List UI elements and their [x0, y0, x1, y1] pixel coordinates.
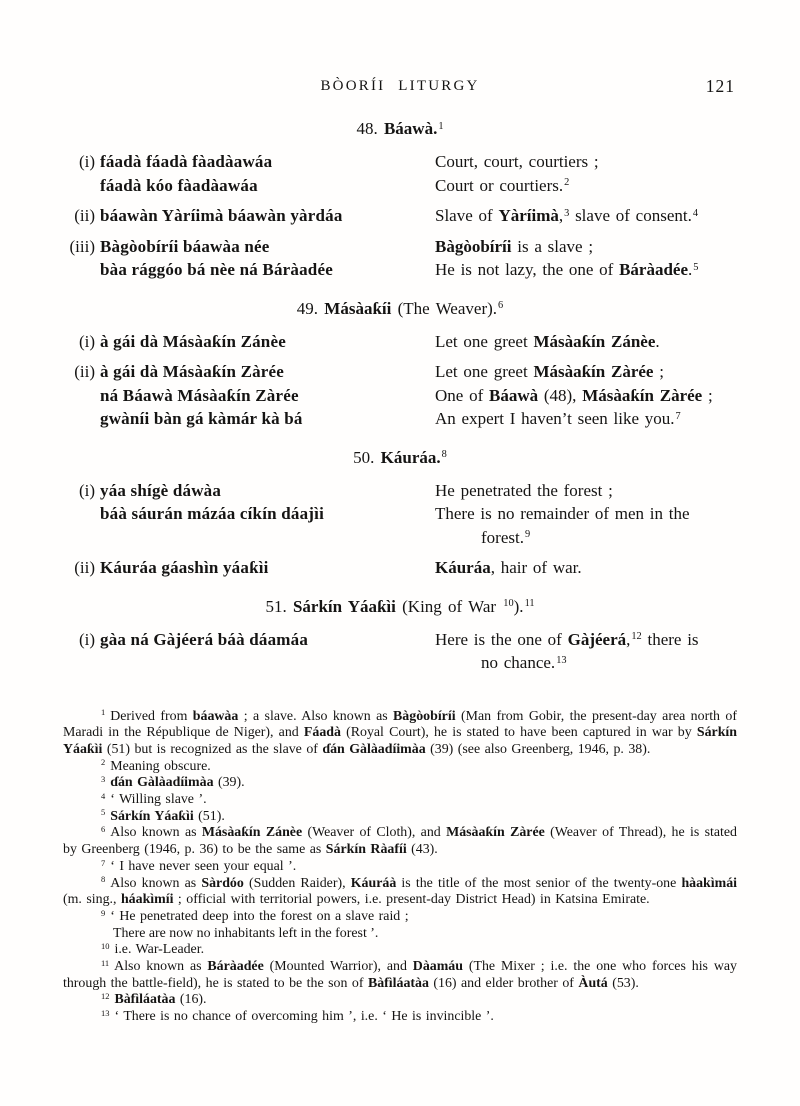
text-run: (Royal Court), he is stated to have been captured in war by [340, 725, 697, 741]
verse-item [63, 360, 737, 431]
text-run: ). [513, 596, 524, 616]
liturgy-section-49 [63, 297, 737, 431]
hausa-term: Káuráà [350, 875, 397, 891]
text-run: ; official with territorial powers, i.e. present-day District Head) in Katsina Emirate. [173, 892, 650, 908]
footnote-number: 5 [101, 807, 106, 818]
hausa-term: Másàaƙín Zàrée [582, 385, 703, 405]
hausa-term: yáa shígè dáwàa [100, 480, 222, 500]
hausa-term: ná Báawà Másàaƙín Zàrée [100, 385, 299, 405]
footnote-ref: 13 [556, 654, 567, 666]
footnote-number: 6 [101, 824, 106, 835]
text-run: (m. sing., [63, 892, 121, 908]
hausa-term: Sárkín Ràafíi [325, 842, 407, 858]
liturgy-section-48 [63, 117, 737, 282]
translation-line [435, 150, 737, 174]
text-run: (51). [193, 808, 225, 824]
verse-line-pair [63, 204, 737, 228]
hausa-line [100, 330, 435, 354]
verse-item [63, 330, 737, 354]
text-run: (Mounted Warrior), and [263, 959, 413, 975]
footnote-text [63, 825, 737, 858]
text-run: There are now no inhabitants left in the forest ’. [113, 925, 379, 941]
text-run: He penetrated the forest ; [435, 480, 613, 500]
footnote-ref: 2 [564, 177, 570, 189]
section-heading [63, 595, 737, 619]
text-run: 51. [265, 596, 293, 616]
text-run: Derived from [110, 708, 193, 724]
text-run: (43). [406, 842, 438, 858]
verse-line-pair [63, 258, 737, 282]
verse-item [63, 479, 737, 550]
hausa-term: háakìmíi [120, 892, 174, 908]
footnote-number: 1 [101, 707, 106, 718]
footnote-ref: 3 [564, 207, 570, 219]
text-run: (16). [175, 992, 207, 1008]
footnote [63, 759, 737, 776]
footnote-number: 4 [101, 790, 106, 801]
section-heading [63, 297, 737, 321]
verse-line-pair [63, 407, 737, 431]
footnote-continuation [63, 926, 737, 943]
text-run: no chance. [481, 653, 556, 672]
text-run: ; a slave. Also known as [238, 708, 394, 724]
hausa-term: Báràadée [207, 959, 264, 975]
text-run: ‘ I have never seen your equal ’. [110, 858, 297, 874]
text-run: ; [653, 362, 664, 381]
footnote [63, 1009, 737, 1026]
footnote-text [63, 909, 737, 926]
verse-marker: (iii) [69, 236, 95, 256]
translation-line [435, 204, 737, 228]
running-head-title: BÒORÍI LITURGY [320, 78, 480, 94]
verse-item [63, 235, 737, 282]
verse-marker: (ii) [74, 362, 95, 381]
text-run: is the title of the most senior of the twenty-one [396, 875, 682, 891]
hausa-line [100, 204, 435, 228]
footnote-ref: 5 [693, 261, 699, 273]
footnote-text [63, 775, 737, 792]
footnote-text [63, 1009, 737, 1026]
footnote-text [63, 709, 737, 759]
footnote-number: 11 [101, 957, 110, 968]
text-run: ‘ Willing slave ’. [110, 792, 207, 808]
hausa-term: Bàfìláatàa [114, 992, 176, 1008]
hausa-term: Gàjéerá [567, 629, 627, 649]
hausa-line [100, 407, 435, 431]
text-run: Court or courtiers. [435, 175, 564, 195]
hausa-term: báawàa [192, 708, 239, 724]
footnote-number: 7 [101, 857, 106, 868]
hausa-term: Másàaƙín Zánèe [201, 825, 303, 841]
hausa-term: Dàamáu [412, 959, 463, 975]
text-run: (53). [607, 975, 639, 991]
text-run: ‘ He penetrated deep into the forest on a slave raid ; [110, 908, 409, 924]
hausa-line [100, 384, 435, 408]
text-run: ; [702, 385, 713, 405]
footnote-number: 9 [101, 907, 106, 918]
footnote-ref: 7 [675, 410, 681, 422]
footnote-ref: 9 [524, 529, 531, 541]
hausa-line [100, 556, 435, 580]
text-run: (Weaver of Thread), he is stated by Greenberg (1946, p. 36) to be the same as [63, 825, 737, 858]
liturgy-sections [63, 117, 737, 675]
hausa-term: Bàgòobíríi [435, 236, 512, 256]
translation-line [435, 258, 737, 282]
hausa-line [100, 360, 435, 384]
footnote [63, 792, 737, 809]
hausa-term: Sárkín Yáaƙìi [63, 725, 738, 757]
hausa-term: ɗán Gàlàadíimàa [110, 775, 214, 791]
hausa-term: Báawà. [383, 119, 438, 138]
verse-marker: (ii) [74, 558, 95, 577]
text-run: (16) and elder brother of [428, 975, 579, 991]
footnote-ref: 1 [438, 120, 444, 132]
verse-marker: (i) [78, 331, 95, 351]
text-run: Let one greet [435, 331, 534, 351]
text-run: (The Mixer ; i.e. the one who forces his way through the battle-field), he is stated to be the son of [63, 959, 737, 991]
text-run: (48), [538, 385, 583, 405]
footnote-number: 12 [101, 991, 110, 1002]
text-run: , [626, 629, 631, 649]
hausa-term: gwàníi bàn gá kàmár kà bá [100, 409, 303, 428]
text-run: . [688, 260, 693, 279]
verse-marker: (i) [78, 480, 95, 500]
text-run: Here is the one of [435, 629, 568, 649]
text-run: is a slave ; [511, 236, 594, 256]
hausa-term: Báawà [488, 385, 539, 405]
hausa-line [100, 258, 435, 282]
footnote-number: 2 [101, 757, 106, 768]
hausa-term: Bàgòobíríi báawàa née [100, 236, 270, 256]
text-run: , [558, 206, 564, 225]
text-run: Slave of [435, 206, 499, 225]
verse-line-pair [63, 556, 737, 580]
verse-line-pair [63, 330, 737, 354]
hausa-term: fáadà kóo fàadàawáa [100, 175, 258, 195]
footnote-text [63, 959, 737, 992]
text-run: (Man from Gobir, the present-day area north of Maradi in the République de Niger), and [63, 708, 737, 741]
verse-item [63, 150, 737, 197]
footnote-ref: 12 [631, 631, 642, 643]
text-run: slave of consent. [569, 206, 692, 225]
text-run: Meaning obscure. [110, 758, 211, 774]
text-run: Also known as [114, 959, 208, 975]
footnote-text [63, 759, 737, 776]
hausa-term: gàa ná Gàjéerá báà dáamáa [100, 629, 309, 649]
running-head [63, 78, 737, 102]
text-run: Let one greet [435, 362, 534, 381]
verse-item [63, 628, 737, 675]
hausa-term: bàa rággóo bá nèe ná Báràadée [100, 260, 333, 279]
verse-item [63, 204, 737, 228]
verse-line-pair [63, 384, 737, 408]
hausa-term: Sárkín Yáaƙìi [110, 808, 194, 824]
text-run: , hair of war. [490, 558, 582, 577]
verse-marker: (i) [78, 152, 95, 171]
verse-marker: (i) [78, 629, 95, 649]
text-run: (39). [213, 775, 245, 791]
translation-line [435, 384, 737, 408]
text-run: 48. [356, 119, 384, 138]
footnote-text [63, 809, 737, 826]
footnote-ref: 11 [524, 598, 535, 610]
hausa-term: fáadà fáadà fàadàawáa [100, 152, 273, 171]
verse-line-pair [63, 360, 737, 384]
verse-line-pair [63, 174, 737, 198]
footnote [63, 709, 737, 759]
section-heading [63, 117, 737, 141]
footnote [63, 859, 737, 876]
liturgy-section-50 [63, 446, 737, 580]
verse-line-pair [63, 502, 737, 549]
text-run: . [655, 331, 660, 351]
text-run: One of [435, 385, 489, 405]
translation-line [435, 330, 737, 354]
text-run: He is not lazy, the one of [435, 260, 620, 279]
text-run: Also known as [110, 825, 202, 841]
hausa-term: ɗán Gàlàadíimàa [322, 741, 426, 757]
verse-item [63, 556, 737, 580]
hausa-line [100, 628, 435, 652]
hausa-term: à gái dà Másàaƙín Zàrée [100, 362, 285, 381]
hausa-line [100, 174, 435, 198]
text-run: 50. [353, 447, 381, 467]
hausa-term: Káuráa gáashìn yáaƙìi [100, 558, 269, 577]
footnote-text [63, 792, 737, 809]
footnote [63, 809, 737, 826]
translation-line [435, 174, 737, 198]
hausa-term: báà sáurán mázáa cíkín dáajìi [100, 504, 324, 523]
footnote-ref: 6 [498, 300, 504, 312]
hausa-term: Àutá [578, 975, 608, 991]
footnote-ref: 8 [441, 449, 447, 461]
footnote-number: 8 [101, 874, 106, 885]
footnote [63, 825, 737, 858]
footnotes-section [63, 709, 737, 1026]
translation-line [435, 502, 737, 549]
text-run: (King of War [395, 596, 503, 616]
hausa-line [100, 235, 435, 259]
verse-line-pair [63, 235, 737, 259]
text-run: (Weaver of Cloth), and [302, 825, 447, 841]
verse-line-pair [63, 628, 737, 675]
footnote [63, 942, 737, 959]
hausa-term: Sárkín Yáaƙìi [292, 596, 396, 616]
footnote-text [63, 859, 737, 876]
hausa-term: Másàaƙín Zàrée [446, 825, 545, 841]
footnote-ref: 4 [692, 207, 699, 219]
hausa-term: Másàaƙíi [324, 298, 392, 318]
footnote [63, 992, 737, 1009]
page-number: 121 [705, 76, 735, 96]
hausa-term: hàakìmái [681, 875, 738, 891]
hausa-term: Sàrdóo [201, 875, 244, 891]
hausa-line [100, 150, 435, 174]
verse-line-pair [63, 479, 737, 503]
footnote-text [63, 942, 737, 959]
text-run: (39) (see also Greenberg, 1946, p. 38). [425, 741, 651, 757]
text-run: An expert I haven’t seen like you. [435, 409, 675, 428]
liturgy-section-51 [63, 595, 737, 675]
hausa-term: Káuráa [435, 558, 491, 577]
translation-line [435, 235, 737, 259]
text-run: 49. [296, 298, 325, 318]
hausa-term: Yàríimà [498, 206, 559, 225]
hausa-term: à gái dà Másàaƙín Zánèe [100, 331, 286, 351]
hausa-term: Másàaƙín Zánèe [533, 331, 656, 351]
translation-line [435, 628, 737, 675]
text-run: there is [641, 629, 699, 649]
footnote-number: 13 [101, 1007, 110, 1018]
text-run: ‘ There is no chance of overcoming him ’, i.e. ‘ He is invincible ’. [114, 1009, 494, 1025]
text-run: There is no remainder of men in the [435, 504, 690, 523]
footnote-number: 10 [101, 941, 110, 952]
footnote [63, 876, 737, 909]
hausa-line [100, 479, 435, 503]
text-run: forest. [481, 527, 524, 547]
verse-line-pair [63, 150, 737, 174]
text-run: (Sudden Raider), [243, 875, 351, 891]
text-run: i.e. War-Leader. [114, 942, 205, 958]
hausa-term: báawàn Yàríimà báawàn yàrdáa [100, 206, 343, 225]
translation-line [435, 407, 737, 431]
hausa-line [100, 502, 435, 526]
footnote [63, 775, 737, 792]
translation-line [435, 479, 737, 503]
text-run: (51) but is recognized as the slave of [102, 741, 323, 757]
hausa-term: Bàgòobíríi [393, 708, 456, 724]
text-run: Court, court, courtiers ; [435, 152, 599, 171]
hausa-term: Másàaƙín Zàrée [533, 362, 654, 381]
footnote [63, 909, 737, 942]
translation-line [435, 360, 737, 384]
hausa-term: Bàfìláatàa [367, 975, 429, 991]
footnote-text [63, 992, 737, 1009]
verse-marker: (ii) [74, 206, 95, 225]
hausa-term: Báràadée [619, 260, 689, 279]
footnote-text [63, 876, 737, 909]
translation-line [435, 556, 737, 580]
section-heading [63, 446, 737, 470]
footnote-number: 3 [101, 774, 106, 785]
text-run: Also known as [110, 875, 202, 891]
hausa-term: Fáadà [303, 725, 341, 741]
hausa-term: Káuráa. [380, 447, 441, 467]
footnote-ref: 10 [503, 598, 514, 610]
footnote [63, 959, 737, 992]
text-run: (The Weaver). [391, 298, 498, 318]
